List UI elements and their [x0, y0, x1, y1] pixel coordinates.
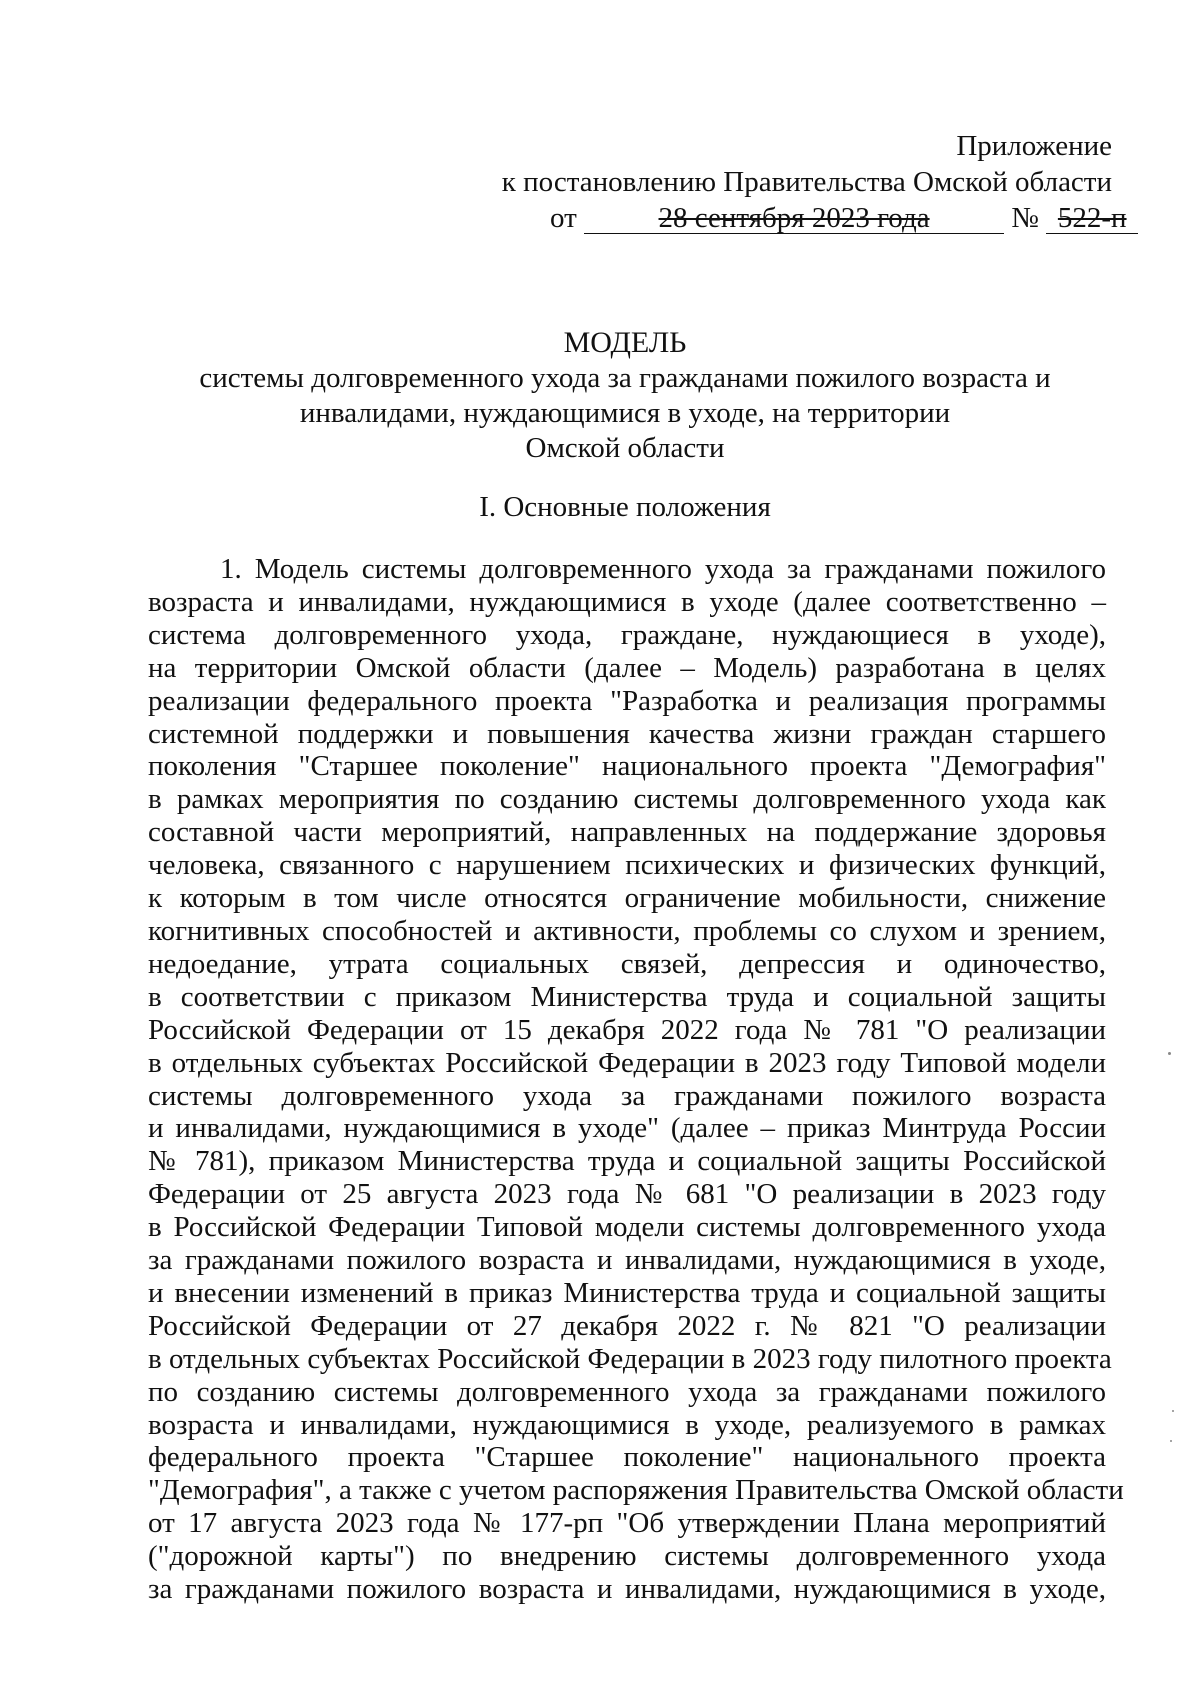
- section-heading: I. Основные положения: [479, 491, 771, 523]
- title-line-2: инвалидами, нуждающимися в уходе, на территории: [299, 397, 951, 429]
- paragraph-line: федерального проекта "Старшее поколение" национального проекта: [148, 1441, 1106, 1474]
- paragraph-line: в отдельных субъектах Российской Федерации в 2023 году пилотного проекта: [148, 1342, 1112, 1375]
- resolution-number-text: 522-п: [1057, 202, 1127, 234]
- paragraph-line: от 17 августа 2023 года № 177-рп "Об утверждении Плана мероприятий: [148, 1507, 1106, 1540]
- appendix-header: [492, 128, 1127, 236]
- paragraph-line: человека, связанного с нарушением психических и физических функций,: [148, 849, 1106, 882]
- paragraph-line: № 781), приказом Министерства труда и социальной защиты Российской: [148, 1145, 1106, 1178]
- paragraph-line: и инвалидами, нуждающимися в уходе" (далее – приказ Минтруда России: [148, 1112, 1106, 1145]
- resolution-date: [584, 203, 1004, 234]
- paragraph-line: в отдельных субъектах Российской Федерации в 2023 году Типовой модели: [148, 1046, 1106, 1079]
- paragraph-line: система долговременного ухода, граждане, нуждающиеся в уходе),: [148, 618, 1106, 651]
- paragraph-line: системы долговременного ухода за гражданами пожилого возраста: [148, 1079, 1106, 1112]
- scan-artifact: [1172, 1410, 1174, 1412]
- paragraph-line: за гражданами пожилого возраста и инвалидами, нуждающимися в уходе,: [148, 1244, 1106, 1277]
- paragraph-line: за гражданами пожилого возраста и инвалидами, нуждающимися в уходе,: [148, 1573, 1106, 1606]
- number-label: №: [1011, 202, 1039, 234]
- paragraph-line: в рамках мероприятия по созданию системы долговременного ухода как: [148, 783, 1106, 816]
- paragraph-line: реализации федерального проекта "Разработка и реализация программы: [148, 684, 1106, 717]
- paragraph-line: и внесении изменений в приказ Министерства труда и социальной защиты: [148, 1276, 1106, 1309]
- scan-artifact: [1170, 1440, 1172, 1442]
- paragraph-line: "Демография", а также с учетом распоряжения Правительства Омской области: [148, 1474, 1124, 1507]
- paragraph-line: поколения "Старшее поколение" национального проекта "Демография": [148, 750, 1106, 783]
- paragraph-line: 1. Модель системы долговременного ухода за гражданами пожилого: [220, 553, 1106, 585]
- paragraph-1: [148, 553, 1124, 1606]
- paragraph-line: на территории Омской области (далее – Модель) разработана в целях: [148, 651, 1106, 684]
- paragraph-line: в соответствии с приказом Министерства труда и социальной защиты: [148, 980, 1106, 1013]
- scan-artifact: [1168, 1052, 1171, 1055]
- paragraph-line: ("дорожной карты") по внедрению системы долговременного ухода: [148, 1540, 1106, 1573]
- document-title: [150, 325, 1100, 466]
- paragraph-line: составной части мероприятий, направленных на поддержание здоровья: [148, 816, 1106, 849]
- paragraph-line: когнитивных способностей и активности, проблемы со слухом и зрением,: [148, 914, 1106, 947]
- paragraph-line: возраста и инвалидами, нуждающимися в уходе (далее соответственно –: [148, 585, 1106, 618]
- title-line-3: Омской области: [525, 432, 725, 464]
- title-line-1: системы долговременного ухода за гражданами пожилого возраста и: [199, 362, 1051, 394]
- paragraph-line: Российской Федерации от 27 декабря 2022 г. № 821 "О реализации: [148, 1309, 1106, 1342]
- appendix-resolution-line: к постановлению Правительства Омской области: [501, 166, 1112, 198]
- appendix-label: Приложение: [956, 130, 1112, 162]
- from-label: от: [550, 202, 577, 234]
- paragraph-line: возраста и инвалидами, нуждающимися в уходе, реализуемого в рамках: [148, 1408, 1106, 1441]
- paragraph-line: системной поддержки и повышения качества жизни граждан старшего: [148, 717, 1106, 750]
- paragraph-line: к которым в том числе относятся ограничение мобильности, снижение: [148, 882, 1106, 915]
- resolution-number: [1046, 203, 1138, 234]
- appendix-date-number-line: [492, 200, 1127, 236]
- paragraph-line: в Российской Федерации Типовой модели системы долговременного ухода: [148, 1211, 1106, 1244]
- paragraph-line: по созданию системы долговременного ухода за гражданами пожилого: [148, 1375, 1106, 1408]
- title-main: МОДЕЛЬ: [563, 326, 687, 359]
- resolution-date-text: 28 сентября 2023 года: [658, 202, 930, 234]
- paragraph-line: недоедание, утрата социальных связей, депрессия и одиночество,: [148, 947, 1106, 980]
- paragraph-line: Российской Федерации от 15 декабря 2022 года № 781 "О реализации: [148, 1013, 1106, 1046]
- paragraph-line: Федерации от 25 августа 2023 года № 681 "О реализации в 2023 году: [148, 1178, 1106, 1211]
